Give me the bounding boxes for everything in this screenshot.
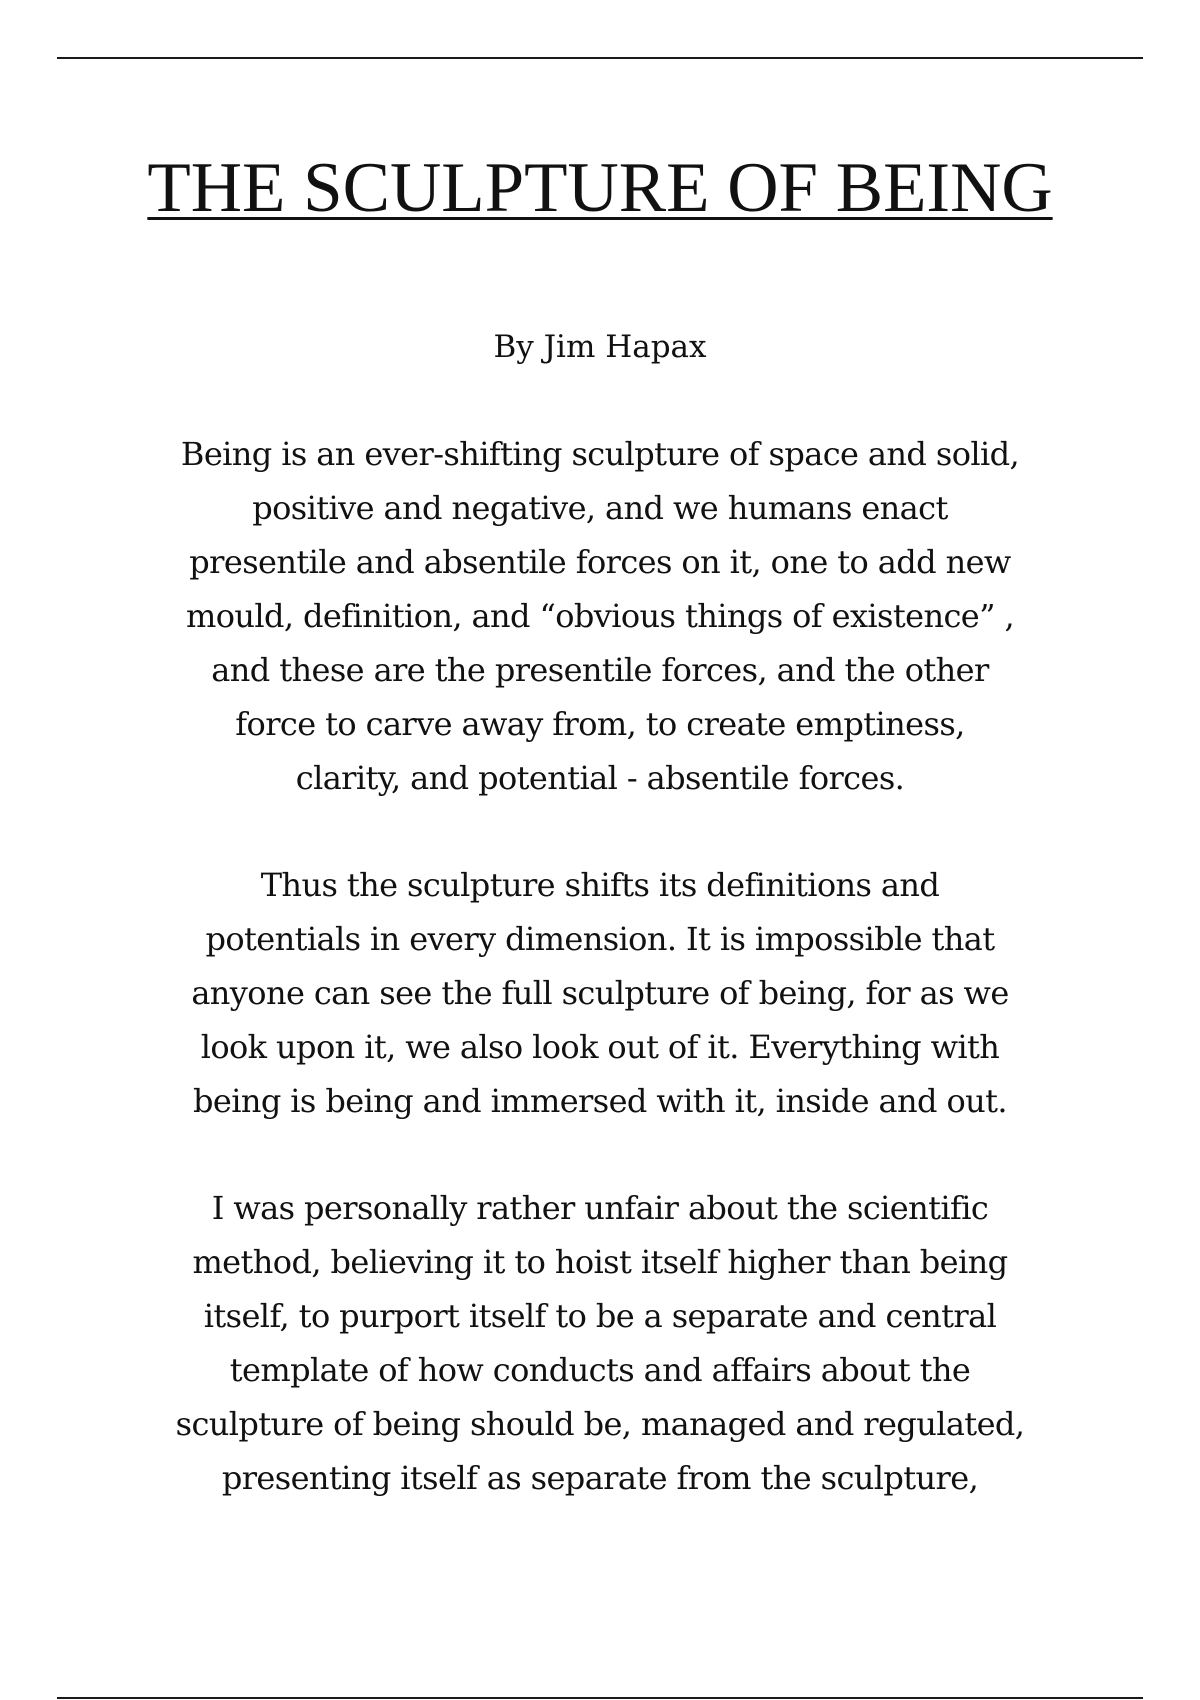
paragraph-line: method, believing it to hoist itself higher than being [192, 1243, 1008, 1281]
document-title-text: THE SCULPTURE OF BEING [147, 149, 1053, 227]
paragraph-line: anyone can see the full sculpture of being, for as we [191, 974, 1009, 1012]
paragraph-line: and these are the presentile forces, and the other [211, 651, 989, 689]
paragraph-line: presentile and absentile forces on it, one to add new [189, 543, 1011, 581]
paragraph-line: potentials in every dimension. It is impossible that [205, 920, 995, 958]
paragraph-line: being is being and immersed with it, inside and out. [192, 1082, 1008, 1120]
paragraph-line: mould, definition, and “obvious things of existence” , [185, 597, 1015, 635]
paragraph-line: Being is an ever-shifting sculpture of space and solid, [180, 435, 1020, 473]
paragraph-1 [140, 427, 1060, 805]
document-title [0, 148, 1200, 228]
paragraph-line: Thus the sculpture shifts its definitions and [260, 866, 940, 904]
top-rule [57, 57, 1143, 59]
paragraph-line: presenting itself as separate from the sculpture, [221, 1459, 979, 1497]
paragraph-line: clarity, and potential - absentile forces. [295, 759, 905, 797]
paragraph-line: I was personally rather unfair about the scientific [211, 1189, 989, 1227]
paragraph-line: positive and negative, and we humans enact [252, 489, 948, 527]
paragraph-2 [140, 858, 1060, 1128]
paragraph-line: template of how conducts and affairs about the [229, 1351, 971, 1389]
author-byline: By Jim Hapax [493, 329, 707, 365]
paragraph-line: itself, to purport itself to be a separate and central [203, 1297, 997, 1335]
paragraph-3 [140, 1181, 1060, 1505]
bottom-rule [57, 1697, 1143, 1699]
paragraph-line: sculpture of being should be, managed and regulated, [175, 1405, 1025, 1443]
paragraph-line: look upon it, we also look out of it. Everything with [200, 1028, 1000, 1066]
paragraph-line: force to carve away from, to create emptiness, [235, 705, 965, 743]
